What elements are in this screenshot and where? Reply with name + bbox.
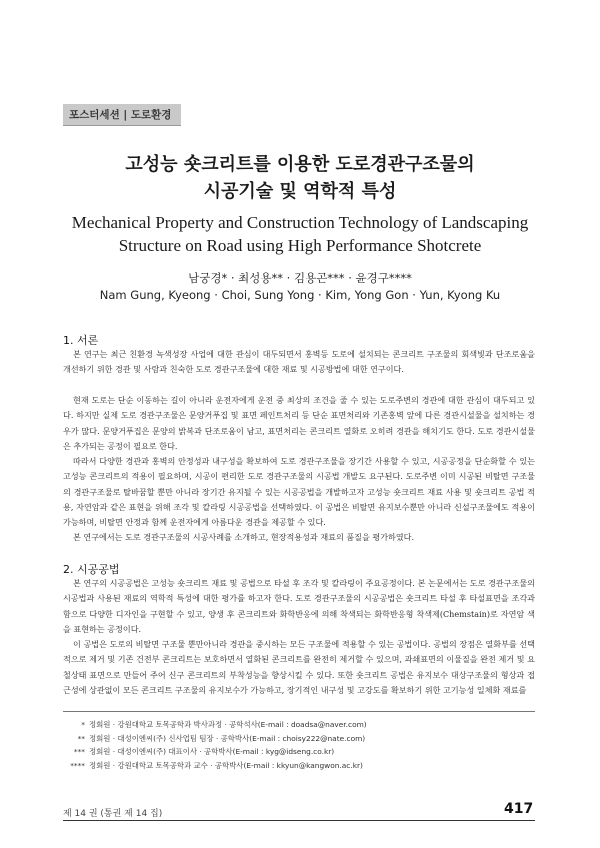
title-english-line-1: Mechanical Property and Construction Technology of Landscaping [71,213,529,232]
title-english-line-2: Structure on Road using High Performance Shotcrete [118,236,482,255]
section-1-paragraph-3: 따라서 다양한 경관과 홍벽의 안정성과 내구성을 확보하여 도로 경관구조물을 장기간 사용할 수 있고, 시공공정을 단순화할 수 있는 고성능 콘크리트의 적용이 필요하며, 시공이 편리한 도로 경관구조물의 시공법 개발도 요구된다. 도로주변 이미 시공된 비탈면 구조물의 경관구조물로 탈바꿈할 뿐만 아니라 장기간 유지될 수 있는 시공공법을 개발하고자 고성능 숏크리트 재료 사용 및 숏크리트 공법 적용, 자연암과 같은 표현을 위해 조각 및 칼라링 시공공법을 선택하였다. 이 공법은 비탈면 유지보수뿐만 아니라 신설구조물에도 적용이 가능하며, 비탈면 안정과 함께 운전자에게 아름다운 경관을 제공할 수 있다. [63,456,535,528]
authors-korean: 남궁경* · 최성용** · 김용곤*** · 윤경구**** [188,271,412,285]
journal-volume: 제 14 권 (통권 제 14 집) [63,809,163,819]
footnote-2: ** 정회원 · 대성이엔씨(주) 신사업팀 팀장 · 공학박사(E-mail : choisy222@nate.com) [77,733,366,743]
authors-english: Nam Gung, Kyeong · Choi, Sung Yong · Kim, Yong Gon · Yun, Kyong Ku [99,288,501,302]
section-2-paragraph-1: 본 연구의 시공공법은 고성능 숏크리트 재료 및 공법으로 타설 후 조각 및 칼라링이 주요공정이다. 본 논문에서는 도로 경관구조물의 시공법과 사용된 재료의 역학적 특성에 대한 평가를 하고자 한다. 도로 경관구조물의 시공공법은 숏크리트 타설 후 타설표면을 조각과 함으로 다양한 디자인을 구현할 수 있고, 양생 후 콘크리트와 화학반응에 의해 착색되는 화학반응형 착색제(Chemstain)로 자연암 색을 표현하는 공정이다. [63,578,535,634]
page-number: 417 [504,801,534,817]
title-korean-line-1: 고성능 숏크리트를 이용한 도로경관구조물의 [125,154,475,175]
section-2-heading: 2. 시공공법 [63,563,120,576]
section-1-heading: 1. 서론 [63,334,99,347]
footnote-divider [63,711,535,712]
session-tag: 포스터세션 | 도로환경 [63,104,181,126]
footer-rule [63,820,535,821]
footnote-1: * 정회원 · 강원대학교 토목공학과 박사과정 · 공학석사(E-mail : doadsa@naver.com) [81,720,367,729]
title-korean-line-2: 시공기술 및 역학적 특성 [203,181,397,202]
footnote-4: **** 정회원 · 강원대학교 토목공학과 교수 · 공학박사(E-mail : kkyun@kangwon.ac.kr) [70,760,363,770]
section-1-paragraph-2: 현재 도로는 단순 이동하는 길이 아니라 운전자에게 운전 중 최상의 조건을 줄 수 있는 도로주변의 경관에 대한 관심이 대두되고 있다. 하지만 실제 도로 경관구조물은 문양거푸집 및 표면 페인트처리 등 단순 표면처리와 기존홍벽 앞에 다른 경관시설물을 설치하는 경우가 많다. 문양거푸집은 문양의 밝복과 단조로움이 남고, 표면처리는 콘크리트 열화로 오히려 경관을 해치기도 한다. 도로 경관시설물은 추가되는 공정이 필요로 한다. [63,395,535,451]
section-1-paragraph-4: 본 연구에서는 도로 경관구조물의 시공사례를 소개하고, 현장적용성과 재료의 품질을 평가하였다. [73,532,415,542]
section-2-paragraph-2: 이 공법은 도로의 비탈면 구조물 뿐만아니라 경관을 중시하는 모든 구조물에 적용할 수 있는 공법이다. 공법의 장점은 열화부를 선택적으로 제거 및 기존 건전부 콘크리트는 보호하면서 열화된 콘크리트를 완전히 제거할 수 있으며, 과쇄표면의 이물질을 완전 제거 및 요철상태 표면으로 만들어 주어 신구 콘크리트의 부착성능을 향상시킬 수 있다. 또한 숏크리트 공법은 유지보수 대상구조물의 형상과 접근성에 상관없이 모든 콘크리트 구조물의 유지보수가 가능하고, 장기적인 내구성 및 고강도를 확보하기 위한 고기능성 일체화 재료를 [63,639,535,695]
footnote-3: *** 정회원 · 대성이엔씨(주) 대표이사 · 공학박사(E-mail : kyg@idseng.co.kr) [73,747,335,756]
footnotes [63,718,535,772]
section-1-paragraph-1: 본 연구는 최근 친환경 녹색성장 사업에 대한 관심이 대두되면서 홍벽등 도로에 설치되는 콘크리트 구조물의 회색빛과 단조로움을 개선하기 위한 경관 및 사람과 친숙한 도로 경관구조물에 대한 재료 및 시공방법에 대한 연구이다. [63,349,535,375]
